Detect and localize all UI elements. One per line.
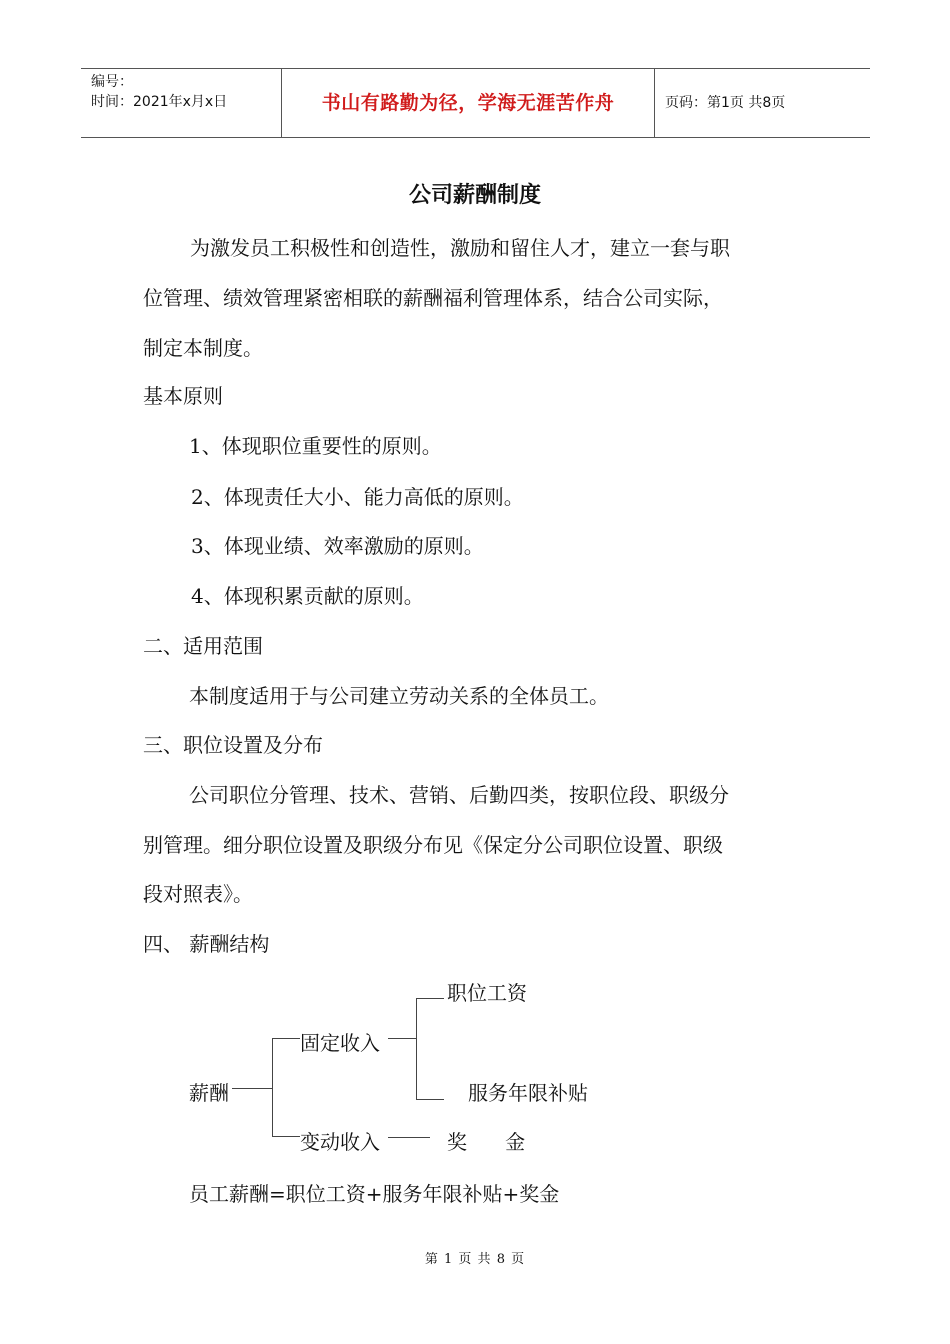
principle-item: 3、体现业绩、效率激励的原则。: [191, 534, 484, 558]
document-title: 公司薪酬制度: [408, 183, 541, 208]
diagram-root-label: 薪酬: [189, 1081, 229, 1105]
diagram-bonus: 奖 金: [447, 1130, 526, 1154]
position-line: 别管理。细分职位设置及职级分布见《保定分公司职位设置、职级: [143, 833, 723, 857]
intro-line: 位管理、绩效管理紧密相联的薪酬福利管理体系，结合公司实际，: [143, 286, 723, 310]
principle-item: 2、体现责任大小、能力高低的原则。: [191, 485, 524, 509]
intro-line: 为激发员工积极性和创造性，激励和留住人才，建立一套与职: [190, 236, 730, 260]
header-motto: 书山有路勤为径，学海无涯苦作舟: [321, 92, 615, 114]
position-line: 公司职位分管理、技术、营销、后勤四类，按职位段、职级分: [189, 783, 729, 807]
salary-formula: 员工薪酬=职位工资+服务年限补贴+奖金: [189, 1182, 560, 1206]
diagram-position-salary: 职位工资: [447, 981, 527, 1005]
scope-text: 本制度适用于与公司建立劳动关系的全体员工。: [189, 684, 609, 708]
connector-line: [416, 1099, 444, 1100]
diagram-service-allowance: 服务年限补贴: [468, 1081, 588, 1105]
header-divider: [654, 69, 655, 137]
connector-line: [388, 1038, 416, 1039]
section-heading: 三、职位设置及分布: [143, 733, 323, 757]
diagram-variable-label: 变动收入: [300, 1130, 380, 1154]
number-label: 编号：: [91, 74, 133, 90]
section-heading: 四、 薪酬结构: [143, 932, 270, 956]
header-page-info: 页码：第1页 共8页: [665, 95, 786, 111]
page-header: [81, 68, 870, 138]
position-line: 段对照表》。: [143, 882, 253, 906]
connector-line: [272, 1038, 273, 1136]
header-meta: [81, 69, 281, 137]
connector-line: [416, 998, 444, 999]
connector-line: [388, 1137, 430, 1138]
connector-line: [232, 1088, 272, 1089]
diagram-fixed-label: 固定收入: [300, 1031, 380, 1055]
principle-item: 4、体现积累贡献的原则。: [191, 584, 424, 608]
page-footer: 第 1 页 共 8 页: [424, 1252, 526, 1267]
connector-line: [416, 998, 417, 1099]
section-heading: 基本原则: [143, 384, 223, 408]
time-label: 时间：2021年x月x日: [91, 94, 228, 110]
connector-line: [272, 1136, 300, 1137]
principle-item: 1、体现职位重要性的原则。: [189, 434, 442, 458]
intro-line: 制定本制度。: [143, 336, 263, 360]
connector-line: [272, 1038, 300, 1039]
section-heading: 二、适用范围: [143, 634, 263, 658]
